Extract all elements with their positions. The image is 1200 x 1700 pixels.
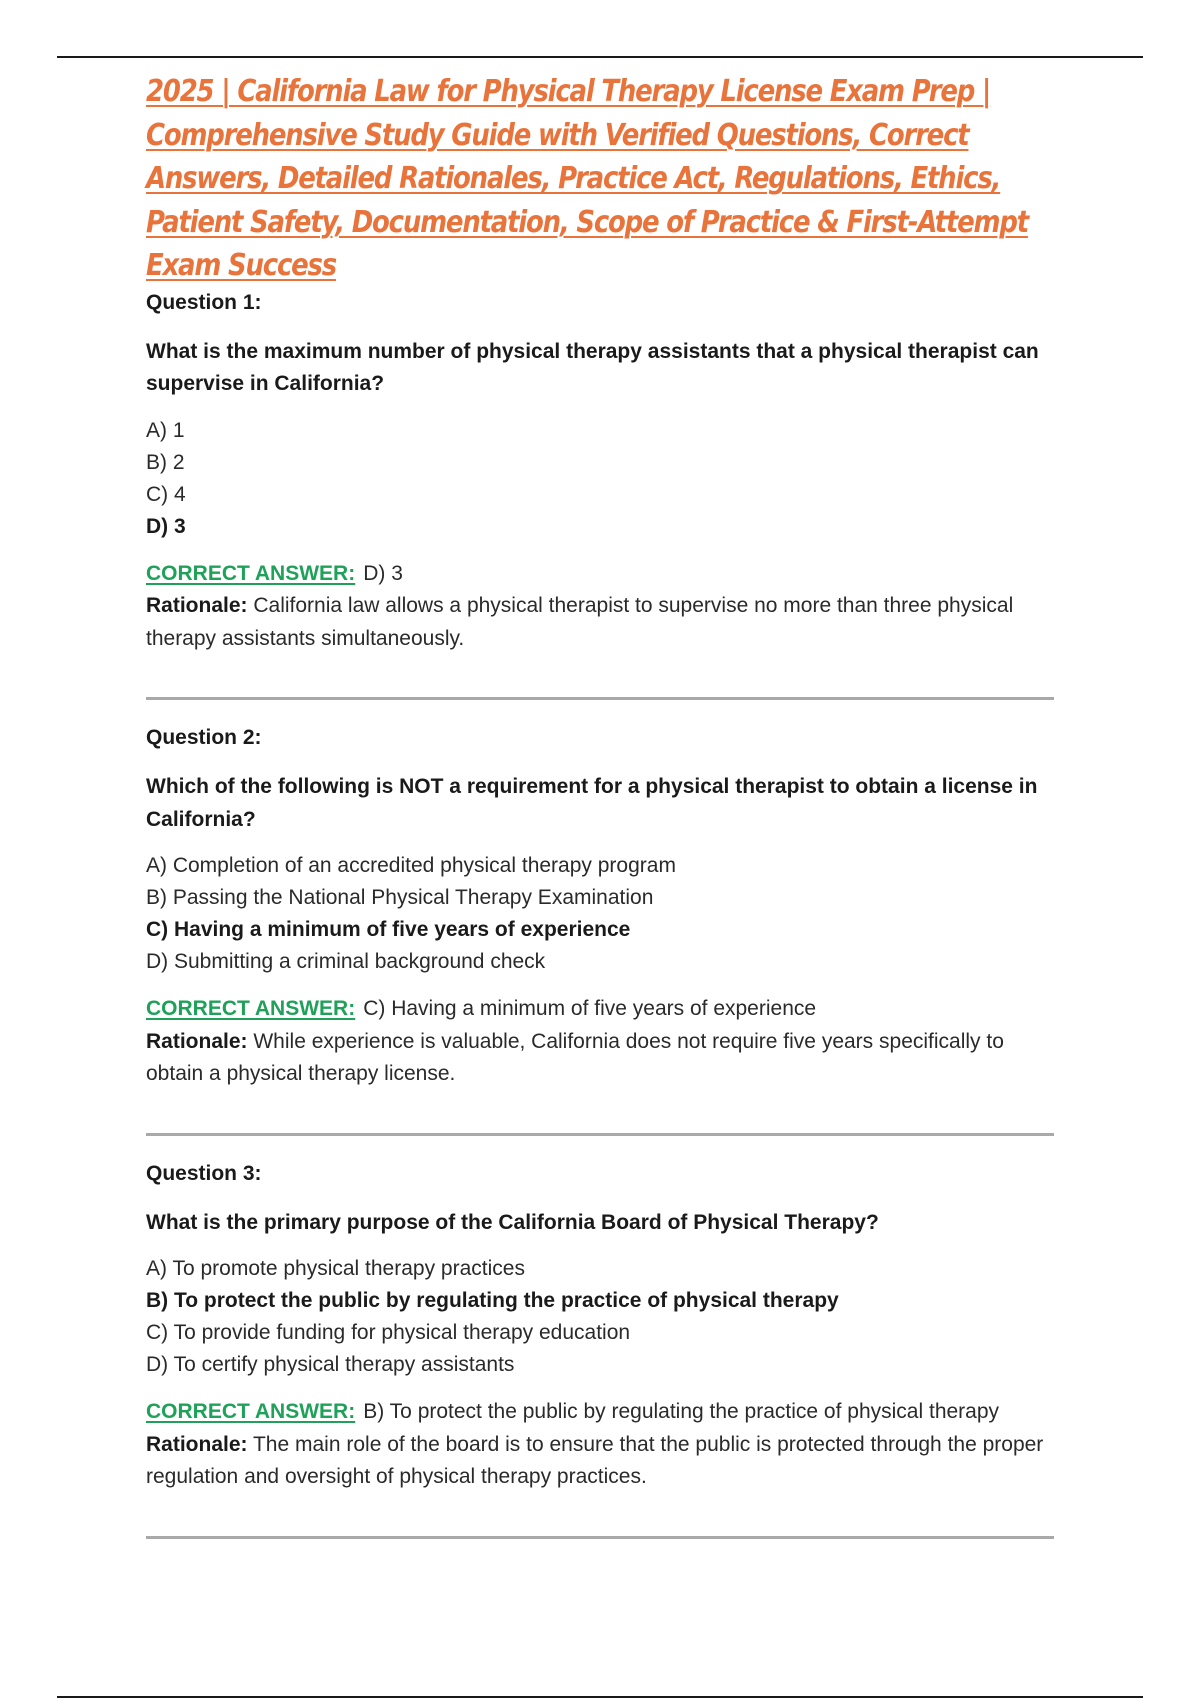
question-2 xyxy=(146,723,1066,1136)
question-3 xyxy=(146,1159,1066,1539)
option-b: B) 2 xyxy=(146,450,185,474)
correct-answer-value: C) Having a minimum of five years of experience xyxy=(363,997,817,1020)
option-a: A) To promote physical therapy practices xyxy=(146,1257,525,1280)
correct-answer-value: D) 3 xyxy=(363,561,403,585)
rationale-text: The main role of the board is to ensure that the public is protected through the proper regulation and oversight of physical therapy practices. xyxy=(146,1432,1044,1488)
question-label: Question 2: xyxy=(146,726,262,749)
rationale-text: While experience is valuable, California does not require five years specifically to obtain a physical therapy license. xyxy=(146,1029,1004,1085)
option-b: B) To protect the public by regulating the practice of physical therapy xyxy=(146,1289,839,1312)
section-divider xyxy=(146,1133,1054,1136)
question-1 xyxy=(146,288,1066,701)
correct-answer-line xyxy=(146,993,1066,1026)
document-body xyxy=(146,70,1066,1562)
page-bottom-rule xyxy=(57,1696,1143,1698)
correct-answer-label: CORRECT ANSWER: xyxy=(146,561,356,585)
option-b: B) Passing the National Physical Therapy Examination xyxy=(146,886,654,909)
options-list xyxy=(146,850,1066,978)
option-d: D) To certify physical therapy assistants xyxy=(146,1353,515,1376)
question-text: Which of the following is NOT a requirement for a physical therapist to obtain a license in California? xyxy=(146,775,1038,831)
rationale-text: California law allows a physical therapist to supervise no more than three physical therapy assistants simultaneously. xyxy=(146,594,1014,650)
correct-answer-label: CORRECT ANSWER: xyxy=(146,997,356,1020)
question-text: What is the maximum number of physical therapy assistants that a physical therapist can supervise in California? xyxy=(146,339,1039,395)
question-label: Question 3: xyxy=(146,1161,262,1185)
rationale xyxy=(146,1026,1066,1091)
option-a: A) Completion of an accredited physical therapy program xyxy=(146,854,676,877)
options-list xyxy=(146,415,1066,543)
question-text: What is the primary purpose of the California Board of Physical Therapy? xyxy=(146,1210,879,1234)
rationale-label: Rationale: xyxy=(146,1029,248,1053)
rationale-label: Rationale: xyxy=(146,594,248,617)
correct-answer-line xyxy=(146,558,1066,591)
page-top-rule xyxy=(57,56,1143,58)
correct-answer-line xyxy=(146,1396,1066,1429)
option-d: D) 3 xyxy=(146,514,186,538)
option-d: D) Submitting a criminal background check xyxy=(146,950,546,973)
rationale-label: Rationale: xyxy=(146,1432,248,1456)
document-title: 2025 | California Law for Physical Therapy License Exam Prep | Comprehensive Study Guide with Verified Questions, Correct Answers, Detailed Rationales, Practice Act, Regulations, Ethics, Patient Safety, Documentation, Scope of Practice & First-Attempt Exam Success xyxy=(146,74,1028,283)
option-c: C) 4 xyxy=(146,482,186,506)
option-c: C) Having a minimum of five years of experience xyxy=(146,918,631,941)
rationale xyxy=(146,590,1066,655)
section-divider xyxy=(146,1536,1054,1539)
options-list xyxy=(146,1253,1066,1381)
option-a: A) 1 xyxy=(146,418,185,442)
rationale xyxy=(146,1429,1066,1494)
correct-answer-value: B) To protect the public by regulating the practice of physical therapy xyxy=(363,1400,1000,1423)
section-divider xyxy=(146,697,1054,700)
question-label: Question 1: xyxy=(146,290,262,314)
option-c: C) To provide funding for physical therapy education xyxy=(146,1321,631,1344)
correct-answer-label: CORRECT ANSWER: xyxy=(146,1400,356,1423)
